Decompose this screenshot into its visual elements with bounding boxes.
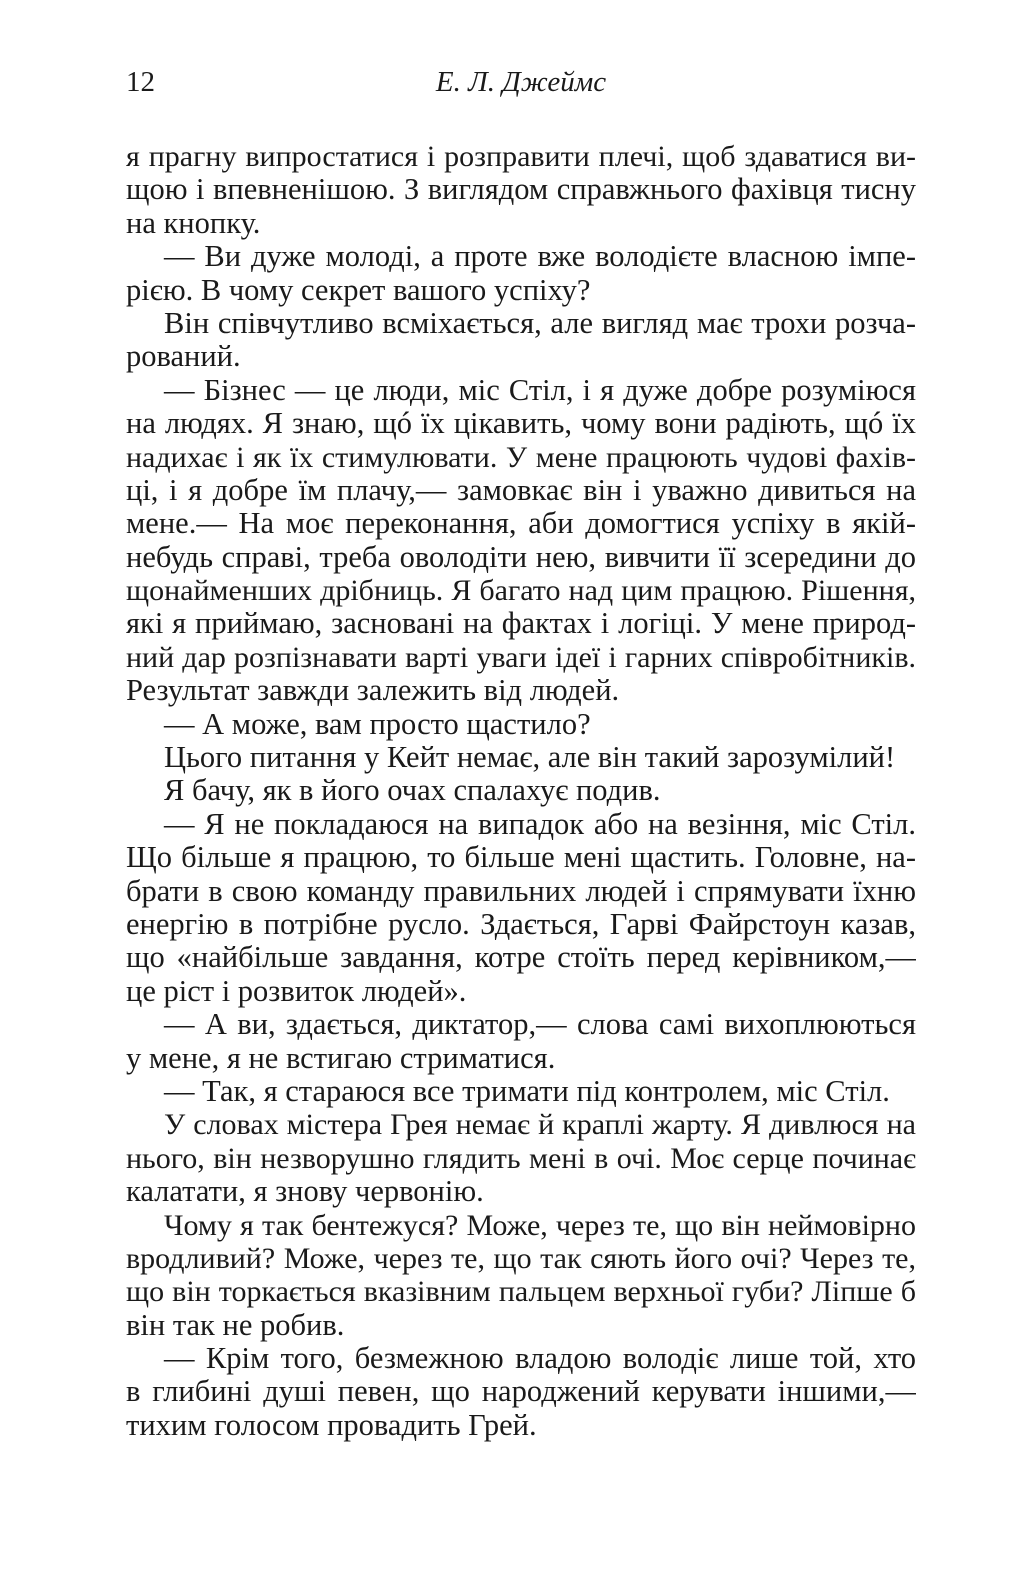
text-line: у мене, я не встигаю стриматися. [126,1041,556,1075]
text-line: на людях. Я знаю, щó їх цікавить, чому вони радіють, щó їх [126,407,916,441]
text-line: в глибині душі певен, що народжений керувати іншими,— [126,1375,916,1409]
text-line: Він співчутливо всміхається, але вигляд має трохи розча- [164,306,916,340]
text-line: — Бізнес — це люди, міс Стіл, і я дуже добре розуміюся [164,373,916,407]
text-line: Я бачу, як в його очах спалахує подив. [164,774,661,808]
text-line: — А ви, здається, диктатор,— слова самі вихоплюються [164,1008,916,1042]
running-head [126,62,916,102]
text-line: небудь справі, треба оволодіти нею, вивчити її зсередини до [126,540,916,574]
text-line: мене.— На моє переконання, аби домогтися успіху в якій- [126,507,916,541]
text-line: вродливий? Може, через те, що так сяють його очі? Через те, [126,1241,916,1275]
text-line: на кнопку. [126,206,261,240]
text-line: енергію в потрібне русло. Здається, Гарві Файрстоун казав, [126,907,916,941]
text-line: він так не робив. [126,1308,345,1342]
text-line: Чому я так бентежуся? Може, через те, що він неймовірно [164,1208,916,1242]
text-line: я прагну випростатися і розправити плечі, щоб здаватися ви- [126,140,916,173]
text-line: ний дар розпізнавати варті уваги ідеї і гарних співробітників. [126,640,916,674]
text-line: У словах містера Грея немає й краплі жарту. Я дивлюся на [164,1108,916,1142]
text-line: Цього питання у Кейт немає, але він такий зарозумілий! [164,741,896,775]
text-line: — Я не покладаюся на випадок або на везіння, міс Стіл. [164,807,916,841]
text-line: рією. В чому секрет вашого успіху? [126,273,591,307]
text-line: тихим голосом провадить Грей. [126,1408,537,1442]
text-line: ці, і я добре їм плачу,— замовкає він і уважно дивиться на [126,473,916,507]
text-line: які я приймаю, засновані на фактах і логіці. У мене природ- [126,607,916,641]
text-line: Що більше я працюю, то більше мені щастить. Головне, на- [126,841,916,875]
text-line: — Ви дуже молоді, а проте вже володієте власною імпе- [164,240,916,274]
text-line: рований. [126,340,241,374]
text-line: Результат завжди залежить від людей. [126,674,620,708]
body-text [126,140,916,1442]
text-line: — А може, вам просто щастило? [164,707,591,741]
text-line: — Так, я стараюся все тримати під контролем, міс Стіл. [164,1074,890,1108]
text-line: брати в свою команду правильних людей і спрямувати їхню [126,874,916,908]
text-line: це ріст і розвиток людей». [126,974,467,1008]
text-line: щонайменших дрібниць. Я багато над цим працюю. Рішення, [126,574,916,608]
text-line: калатати, я знову червонію. [126,1175,484,1209]
text-line: нього, він незворушно глядить мені в очі. Моє серце починає [126,1141,916,1175]
text-line: що «найбільше завдання, котре стоїть перед керівником,— [126,941,916,975]
page-number: 12 [126,66,155,98]
text-line: надихає і як їх стимулювати. У мене працюють чудові фахів- [126,440,916,474]
text-line: щою і впевненішою. З виглядом справжнього фахівця тисну [126,173,916,207]
running-title: Е. Л. Джеймс [435,66,607,98]
text-line: що він торкається вказівним пальцем верхньої губи? Ліпше б [126,1275,916,1309]
text-line: — Крім того, безмежною владою володіє лише той, хто [164,1342,916,1376]
